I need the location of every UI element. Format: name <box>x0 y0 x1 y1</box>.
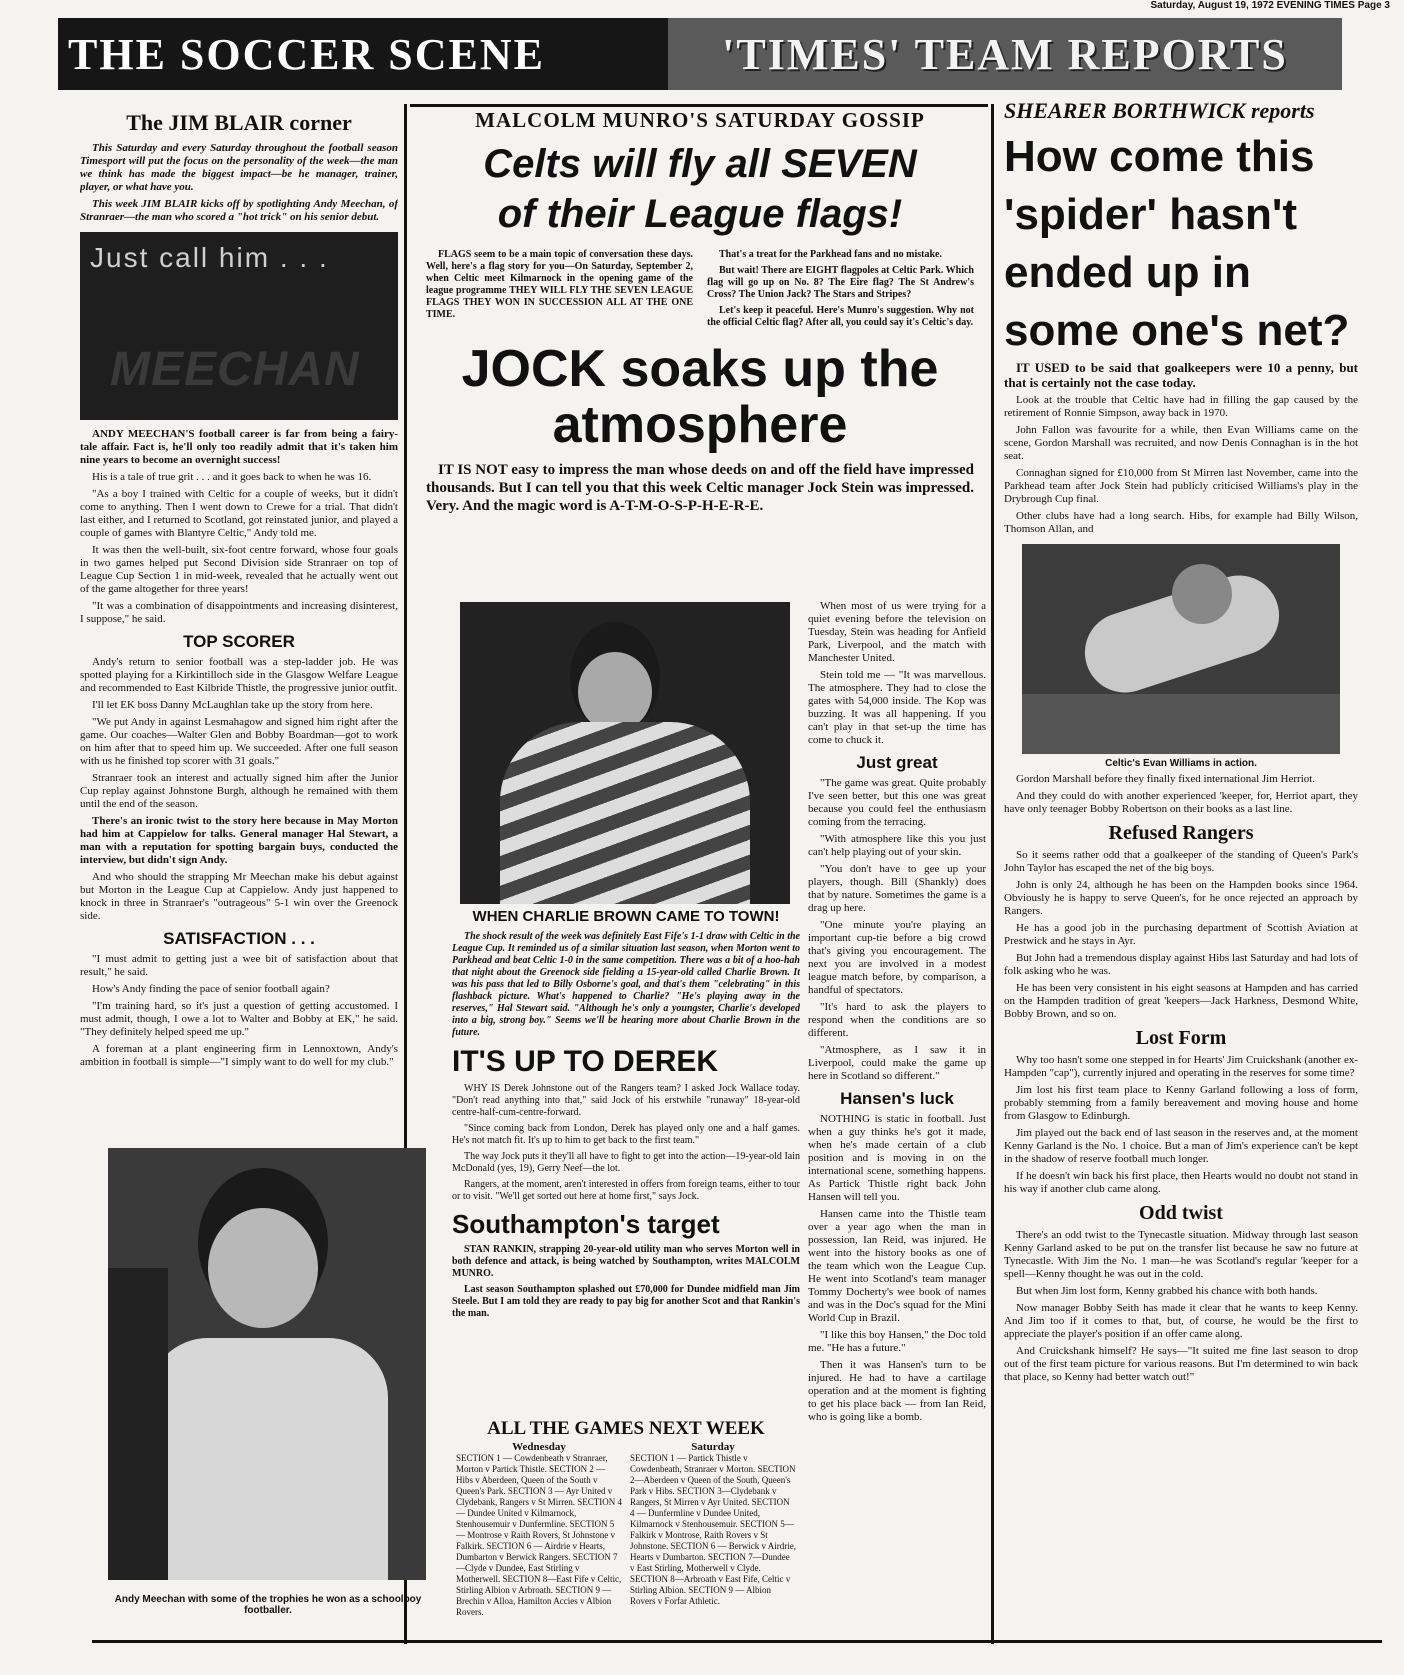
meechan-photo-caption: Andy Meechan with some of the trophies he won as a schoolboy footballer. <box>114 1594 422 1616</box>
jock-paragraph: "Atmosphere, as I saw it in Liverpool, could make the game up here in Scotland so different." <box>808 1044 986 1082</box>
spider-paragraph: There's an odd twist to the Tynecastle situation. Midway through last season Kenny Garland asked to be put on the transfer list because he saw no future at Tynecastle. With Jim the No. 1 man—he was Scotland's regular 'keeper for a spell—Kenny thought he was out in the cold. <box>1004 1229 1358 1280</box>
column-rule-right <box>991 104 994 1644</box>
subhead-just-great: Just great <box>856 753 938 772</box>
charlie-brown-headline: WHEN CHARLIE BROWN CAME TO TOWN! <box>472 908 780 925</box>
jim-blair-title: The JIM BLAIR corner <box>126 110 352 135</box>
masthead-right-title: 'TIMES' TEAM REPORTS <box>668 18 1342 90</box>
article-paragraph: "I'm training hard, so it's just a question of getting accustomed. I must admit, though, I owe a lot to Walter and Bobby at EK," he said. "They definitely helped speed me up." <box>80 1000 398 1038</box>
fixtures-list: SECTION 1 — Partick Thistle v Cowdenbeath, Stranraer v Morton. SECTION 2—Aberdeen v Queen of the South, Queen's Park v Hibs. SECTION 3—Clydebank v Rangers, St Mirren v Ayr United. SECTION 4 — Dunfermline v Dundee United, Kilmarnock v Stenhousemuir. SECTION 5—Falkirk v Montrose, Raith Rovers v St Johnstone. SECTION 6 — Berwick v Airdrie, Hearts v Dumbarton. SECTION 7—Dundee v East Stirling, Motherwell v Clyde. SECTION 8—Arbroath v East Fife, Celtic v Stirling Albion. SECTION 9 — Albion Rovers v Forfar Athletic. <box>630 1453 796 1606</box>
article-paragraph: Andy's return to senior football was a step-ladder job. He was spotted playing for a Kirkintilloch side in the Glasgow Welfare League and recommended to East Kilbride Thistle, the progressive junior outfit. <box>80 656 398 694</box>
spider-paragraph: Other clubs have had a long search. Hibs, for example had Billy Wilson, Thomson Allan, and <box>1004 510 1358 535</box>
jock-lede: IT IS NOT easy to impress the man whose deeds on and off the field have impressed thousands. But I can tell you that this week Celtic manager Jock Stein was impressed. Very. And the magic word is A-T-M-O-S-P-H-E-R-E. <box>426 462 974 514</box>
jock-paragraph: "With atmosphere like this you just can't help playing out of your skin. <box>808 833 986 858</box>
celts-headline-line1: Celts will fly all SEVEN <box>483 142 917 186</box>
jock-paragraph: "You don't have to gee up your players, though. Bill (Shankly) does that by nature. Sometimes the game is a drag up here. <box>808 863 986 914</box>
gossip-kicker: MALCOLM MUNRO'S SATURDAY GOSSIP <box>475 108 925 132</box>
southampton-paragraph: Last season Southampton splashed out £70,000 for Dundee midfield man Jim Steele. But I am told they are ready to pay big for another Scot and that Rankin's the man. <box>452 1284 800 1319</box>
fixtures-wednesday <box>452 1442 626 1618</box>
article-paragraph: A foreman at a plant engineering firm in Lennoxtown, Andy's ambition in football is simple—"I simply want to do well for my club." <box>80 1043 398 1068</box>
spider-paragraph: But John had a tremendous display against Hibs last Saturday and had lots of folk asking who he was. <box>1004 952 1358 977</box>
hansen-paragraph: Then it was Hansen's turn to be injured. He had to have a cartilage operation and at the moment is fighting to get his place back — from Ian Reid, who is going like a bomb. <box>808 1359 986 1423</box>
derek-paragraph: Rangers, at the moment, aren't interested in offers from foreign teams, either to tour or to visit. "We'll get sorted out here at home first," says Jock. <box>452 1179 800 1202</box>
intro-paragraph: This week JIM BLAIR kicks off by spotlighting Andy Meechan, of Stranraer—the man who scored a "hot trick" on his senior debut. <box>80 198 398 223</box>
jock-paragraph: Stein told me — "It was marvellous. The atmosphere. They had to close the gates with 54,000 inside. The Kop was buzzing. It was all happening. If you can't play in that set-up the time has come to chuck it. <box>808 669 986 746</box>
middle-right-subcolumn <box>808 600 986 1640</box>
page-dateline: Saturday, August 19, 1972 EVENING TIMES Page 3 <box>1150 0 1390 11</box>
games-headline: ALL THE GAMES NEXT WEEK <box>487 1418 765 1439</box>
spider-paragraph: Jim lost his first team place to Kenny Garland following a loss of form, probably stemming from a family bereavement and moving house and home from Glasgow to Edinburgh. <box>1004 1084 1358 1122</box>
celts-headline-line2: of their League flags! <box>497 192 903 236</box>
spider-paragraph: Why too hasn't some one stepped in for Hearts' Jim Cruickshank (another ex-Hampden "cap"), currently injured and operating in the reserves for some time? <box>1004 1054 1358 1079</box>
photo-name-lettering: MEECHAN <box>110 343 360 396</box>
flags-story <box>416 249 984 333</box>
article-paragraph: ANDY MEECHAN'S football career is far from being a fairy-tale affair. Fact is, he'll only too readily admit that it's taken him nine years to become an overnight success! <box>80 428 398 466</box>
intro-paragraph: This Saturday and every Saturday throughout the football season Timesport will put the focus on the personality of the week—the man we think has made the biggest impact—be he manager, trainer, player, or what have you. <box>80 142 398 193</box>
article-paragraph: "As a boy I trained with Celtic for a couple of weeks, but it didn't come to anything. Then I went down to Crewe for a trial. That didn't last either, and I returned to Scotland, got reinstated junior, and played a couple of games with Blantyre Celtic," Andy told me. <box>80 488 398 539</box>
article-paragraph: His is a tale of true grit . . . and it goes back to when he was 16. <box>92 471 372 483</box>
jock-paragraph: "The game was great. Quite probably I've seen better, but this one was great because you could feel the enthusiasm coming from the terracing. <box>808 777 986 828</box>
flags-paragraph: But wait! There are EIGHT flagpoles at Celtic Park. Which flag will go up on No. 8? The Eire flag? The St Andrew's Cross? The Union Jack? The Stars and Stripes? <box>707 265 974 300</box>
jock-paragraph: When most of us were trying for a quiet evening before the television on Tuesday, Stein was heading for Anfield Park, Liverpool, and the match with Manchester United. <box>808 600 986 664</box>
charlie-brown-photo <box>460 602 790 904</box>
fixtures-saturday <box>626 1442 800 1618</box>
meechan-title-photo <box>80 232 398 420</box>
hansen-paragraph: Hansen came into the Thistle team over a year ago when the man in possession, Ian Reid, was injured. He went into the history books as one of the team which won the League Cup. He went into Scotland's team manager Tommy Docherty's wee book of names and was in the Doc's squad for the Mini World Cup in Brazil. <box>808 1208 986 1324</box>
spider-paragraph: Jim played out the back end of last season in the reserves and, at the moment Kenny Garland is the No. 1 choice. But a man of Jim's experience can't be kept in the shadow of reserve football much longer. <box>1004 1127 1358 1165</box>
fixtures-table <box>452 1442 800 1618</box>
derek-headline: IT'S UP TO DEREK <box>452 1045 719 1078</box>
subhead-odd-twist: Odd twist <box>1139 1202 1223 1224</box>
spider-paragraph: He has been very consistent in his eight seasons at Hampden and has carried on the Hampden tradition of great 'keepers—Jack Harkness, Desmond White, Bobby Brown, and so on. <box>1004 982 1358 1020</box>
article-paragraph: "We put Andy in against Lesmahagow and signed him right after the game. Our coaches—Walter Glen and Bobby Boardman—got to work on him after that to speed him up. We succeeded. After one full season with us he finished top scorer with 31 goals." <box>80 716 398 767</box>
article-paragraph: How's Andy finding the pace of senior football again? <box>92 983 330 995</box>
spider-paragraph: And they could do with another experienced 'keeper, for, Herriot apart, they have only teenager Bobby Robertson on their books as a last line. <box>1004 790 1358 815</box>
flags-story-col2 <box>707 249 974 333</box>
spider-paragraph: Look at the trouble that Celtic have had in filling the gap caused by the retirement of Ronnie Simpson, away back in 1970. <box>1004 394 1358 419</box>
borthwick-kicker: SHEARER BORTHWICK reports <box>1004 98 1315 123</box>
derek-paragraph: The way Jock puts it they'll all have to fight to get into the action—19-year-old Iain McDonald (yes, 19), Gerry Neef—the lot. <box>452 1151 800 1174</box>
article-paragraph: "It was a combination of disappointments and increasing disinterest, I suppose," he said. <box>80 600 398 625</box>
fixtures-day-heading: Saturday <box>691 1441 735 1453</box>
flags-story-col1 <box>426 249 693 333</box>
spider-lede: IT USED to be said that goalkeepers were 10 a penny, but that is certainly not the case today. <box>1004 360 1358 390</box>
photo-headline: Just call him . . . <box>90 242 329 273</box>
spider-paragraph: So it seems rather odd that a goalkeeper of the standing of Queen's Park's John Taylor has escaped the net of the big boys. <box>1004 849 1358 874</box>
hansen-paragraph: "I like this boy Hansen," the Doc told me. "He has a future." <box>808 1329 986 1354</box>
middle-top-rule <box>410 104 988 107</box>
subhead-hansens-luck: Hansen's luck <box>840 1089 954 1108</box>
masthead-banner <box>58 18 1342 90</box>
fixtures-day-heading: Wednesday <box>512 1441 566 1453</box>
subhead-satisfaction: SATISFACTION . . . <box>163 929 315 948</box>
spider-paragraph: Now manager Bobby Seith has made it clear that he wants to keep Kenny. And Jim too if it comes to that, but, of course, he would be the first to appreciate the player's position if an offer came along. <box>1004 1302 1358 1340</box>
southampton-headline: Southampton's target <box>452 1209 720 1239</box>
jock-paragraph: "One minute you're playing an important cup-tie before a big crowd that's giving you encouragement. The next you are involved in a modest league match before, by comparison, a handful of spectators. <box>808 919 986 996</box>
jock-headline: JOCK soaks up the atmosphere <box>461 340 939 454</box>
bottom-rule <box>92 1640 1382 1643</box>
right-column <box>1004 98 1358 1638</box>
spider-paragraph: Connaghan signed for £10,000 from St Mirren last November, came into the Parkhead team after Jock Stein had publicly criticised Williams's play in the Drybrough Cup final. <box>1004 467 1358 505</box>
evan-williams-photo <box>1022 544 1340 754</box>
derek-paragraph: "Since coming back from London, Derek has played only one and a half games. He's not match fit. It's up to him to get back to the first team." <box>452 1123 800 1146</box>
subhead-lost-form: Lost Form <box>1135 1027 1227 1049</box>
article-paragraph: "I must admit to getting just a wee bit of satisfaction about that result," he said. <box>80 953 398 978</box>
article-paragraph: There's an ironic twist to the story here because in May Morton had him at Cappielow for talks. General manager Hal Stewart, a man with a reputation for spotting bargain buys, conducted the interview, but didn't sign Andy. <box>80 815 398 866</box>
derek-paragraph: WHY IS Derek Johnstone out of the Rangers team? I asked Jock Wallace today. "Don't read anything into that," said Jock of his erstwhile "runaway" 18-year-old centre-half-cum-centre-forward. <box>452 1083 800 1118</box>
spider-paragraph: John Fallon was favourite for a while, then Evan Williams came on the scene, Gordon Marshall was recruited, and now Denis Connaghan is in the hot seat. <box>1004 424 1358 462</box>
flags-paragraph: FLAGS seem to be a main topic of conversation these days. Well, here's a flag story for you—On Saturday, September 2, when Celtic meet Kilmarnock in the opening game of the league programme THEY WILL FLY THE SEVEN LEAGUE FLAGS THEY WON IN SUCCESSION ALL AT THE ONE TIME. <box>426 249 693 320</box>
charlie-brown-caption: The shock result of the week was definitely East Fife's 1-1 draw with Celtic in the League Cup. It reminded us of a similar situation last season, when Morton went to Parkhead and beat Celtic 1-0 in the same competition. There was a bit of a hoo-hah that night about the Greenock side fielding a 15-year-old called Charlie Brown. It was his pass that led to Billy Osborne's goal, and that's them "celebrating" in this flashback picture. What's happened to Charlie? "He's playing away in the reserves," Hal Stewart said. "Although he's only a youngster, Charlie's developed into a big, strong boy." Seems we'll be hearing more about Charlie Brown in the future. <box>452 931 800 1038</box>
spider-paragraph: But when Jim lost form, Kenny grabbed his chance with both hands. <box>1016 1285 1318 1297</box>
evan-williams-caption: Celtic's Evan Williams in action. <box>1105 758 1257 769</box>
jock-paragraph: "It's hard to ask the players to respond when the conditions are so different. <box>808 1001 986 1039</box>
article-paragraph: And who should the strapping Mr Meechan make his debut against but Morton in the League Cup at Cappielow. Andy just happened to knock in three in Stranraer's "outrageous" 5-1 win over the Greenock side. <box>80 871 398 922</box>
article-paragraph: It was then the well-built, six-foot centre forward, whose four goals in two games helped put Second Division side Stranraer on top of League Cup Section 1 in mid-week, revealed that he actually went out of the game altogether for three years! <box>80 544 398 595</box>
article-paragraph: I'll let EK boss Danny McLaughlan take up the story from here. <box>92 699 373 711</box>
masthead-left-title: THE SOCCER SCENE <box>68 29 546 79</box>
article-paragraph: Stranraer took an interest and actually signed him after the Junior Cup replay against Johnstone Burgh, although he remained with them until the end of the season. <box>80 772 398 810</box>
fixtures-list: SECTION 1 — Cowdenbeath v Stranraer, Morton v Partick Thistle. SECTION 2 — Hibs v Aberdeen, Queen of the South v Queen's Park. SECTION 3 — Ayr United v Clydebank, Rangers v St Mirren. SECTION 4 — Dundee United v Kilmarnock, Stenhousemuir v Dunfermline. SECTION 5 — Montrose v Raith Rovers, St Johnstone v Falkirk. SECTION 6 — Airdrie v Hearts, Dumbarton v Berwick Rangers. SECTION 7—Clyde v Dundee, East Stirling v Motherwell. SECTION 8—East Fife v Celtic, Stirling Albion v Arbroath. SECTION 9 — Brechin v Alloa, Hamilton Accies v Albion Rovers. <box>456 1453 622 1617</box>
hansen-paragraph: NOTHING is static in football. Just when a guy thinks he's got it made, when he's made certain of a club position and is moving in on the international scene, something happens. As Partick Thistle right back John Hansen will tell you. <box>808 1113 986 1203</box>
spider-paragraph: John is only 24, although he has been on the Hampden books since 1964. Obviously he is happy to serve Queen's, for he once rejected an approach by Rangers. <box>1004 879 1358 917</box>
spider-paragraph: Gordon Marshall before they finally fixed international Jim Herriot. <box>1016 773 1316 785</box>
flags-paragraph: Let's keep it peaceful. Here's Munro's suggestion. Why not the official Celtic flag? After all, you could say it's Celtic's day. <box>707 305 974 328</box>
spider-paragraph: If he doesn't win back his first place, then Hearts would no doubt not stand in his way if another club came along. <box>1004 1170 1358 1195</box>
spider-headline: How come this 'spider' hasn't ended up in some one's net? <box>1004 132 1350 355</box>
spider-paragraph: He has a good job in the purchasing department of Scottish Aviation at Prestwick and he stays in Ayr. <box>1004 922 1358 947</box>
flags-paragraph: That's a treat for the Parkhead fans and no mistake. <box>719 249 942 260</box>
subhead-top-scorer: TOP SCORER <box>183 632 295 651</box>
games-next-week <box>452 1418 800 1638</box>
southampton-paragraph: STAN RANKIN, strapping 20-year-old utility man who serves Morton well in both defence and attack, is being watched by Southampton, writes MALCOLM MUNRO. <box>452 1244 800 1279</box>
subhead-refused-rangers: Refused Rangers <box>1108 822 1254 844</box>
meechan-trophies-photo <box>108 1148 426 1580</box>
spider-paragraph: And Cruickshank himself? He says—"It suited me fine last season to drop out of the first team picture for various reasons. But I'm determined to win back that place, so Kenny had better watch out!" <box>1004 1345 1358 1383</box>
